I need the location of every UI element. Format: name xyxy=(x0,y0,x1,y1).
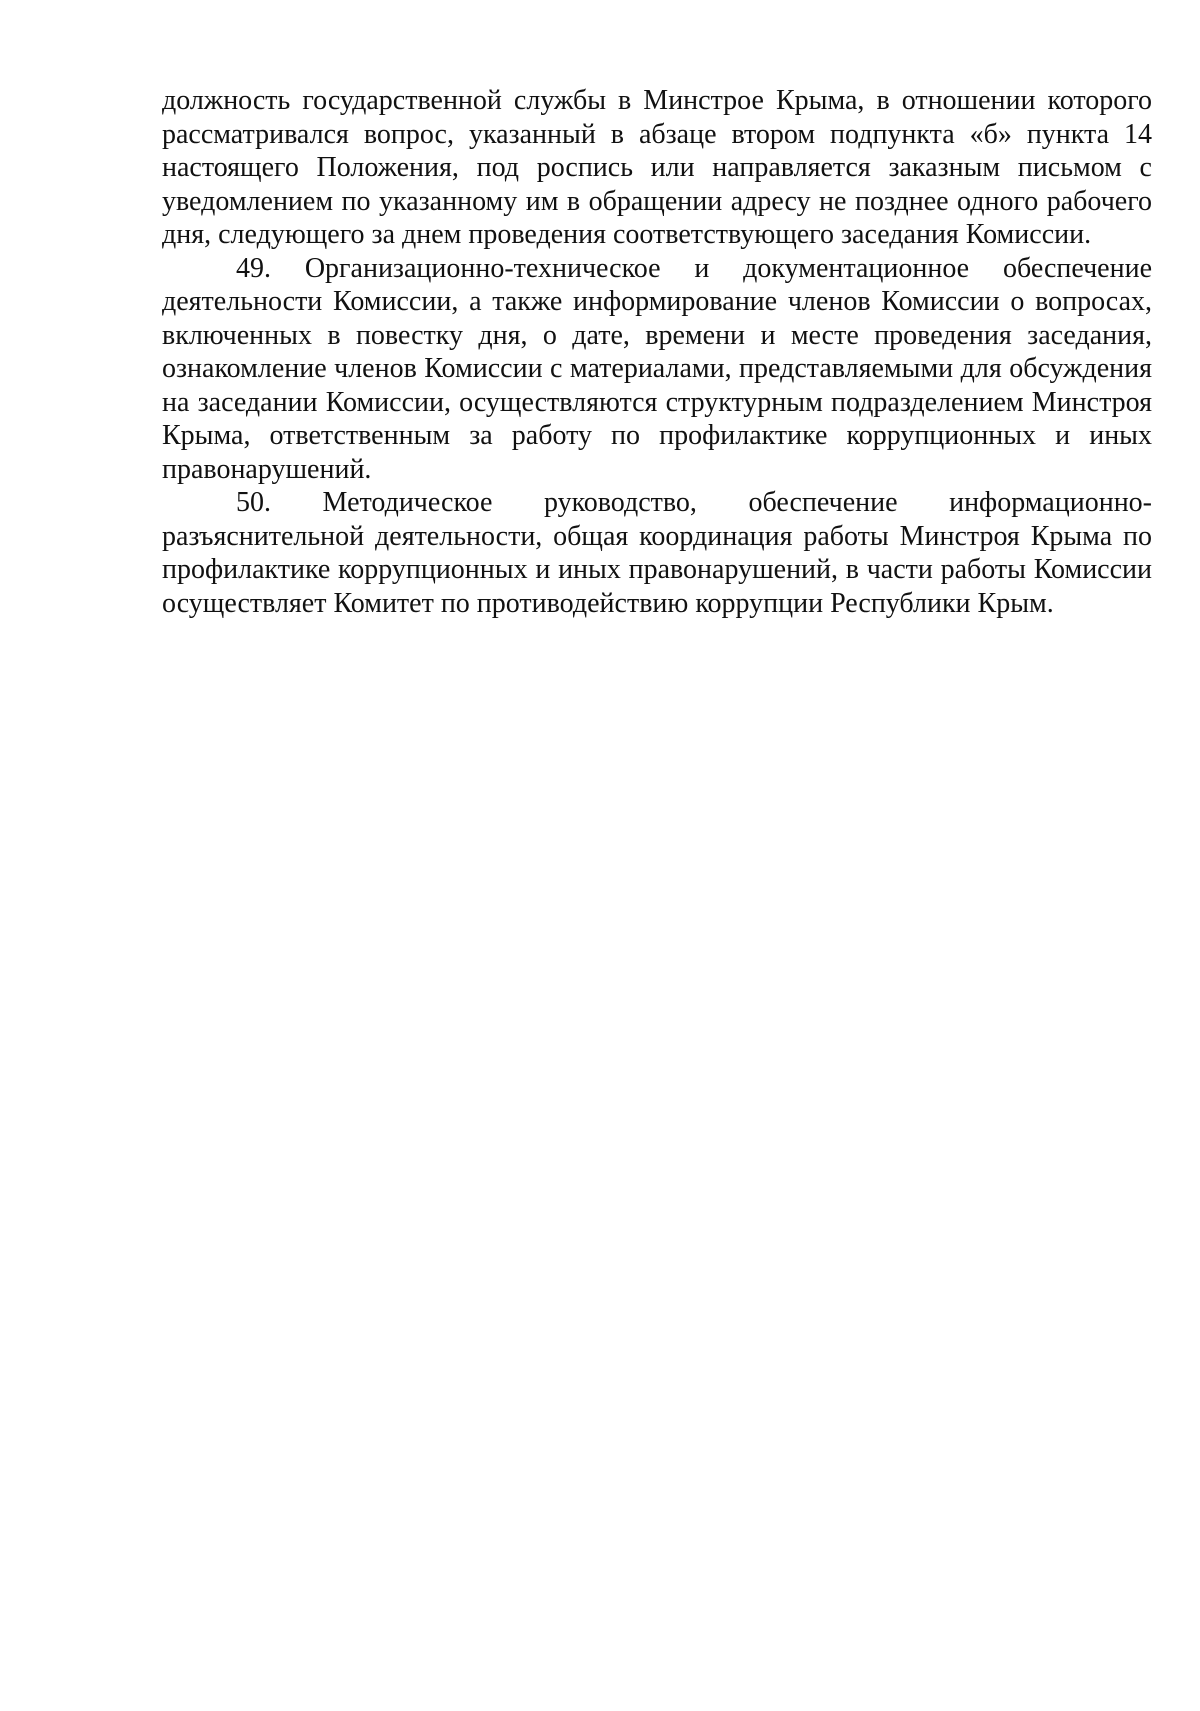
paragraph-continuation: должность государственной службы в Минстрое Крыма, в отношении которого рассматривался вопрос, указанный в абзаце втором подпункта «б» пункта 14 настоящего Положения, под роспись или направляется заказным письмом с уведомлением по указанному им в обращении адресу не позднее одного рабочего дня, следующего за днем проведения соответствующего заседания Комиссии. xyxy=(162,85,1152,250)
paragraph-50: 50. Методическое руководство, обеспечение информационно-разъяснительной деятельности, общая координация работы Минстроя Крыма по профилактике коррупционных и иных правонарушений, в части работы Комиссии осуществляет Комитет по противодействию коррупции Республики Крым. xyxy=(162,487,1152,619)
document-body xyxy=(162,84,1152,620)
paragraph-49: 49. Организационно-техническое и документационное обеспечение деятельности Комиссии, а также информирование членов Комиссии о вопросах, включенных в повестку дня, о дате, времени и месте проведения заседания, ознакомление членов Комиссии с материалами, представляемыми для обсуждения на заседании Комиссии, осуществляются структурным подразделением Минстроя Крыма, ответственным за работу по профилактике коррупционных и иных правонарушений. xyxy=(162,252,1152,485)
